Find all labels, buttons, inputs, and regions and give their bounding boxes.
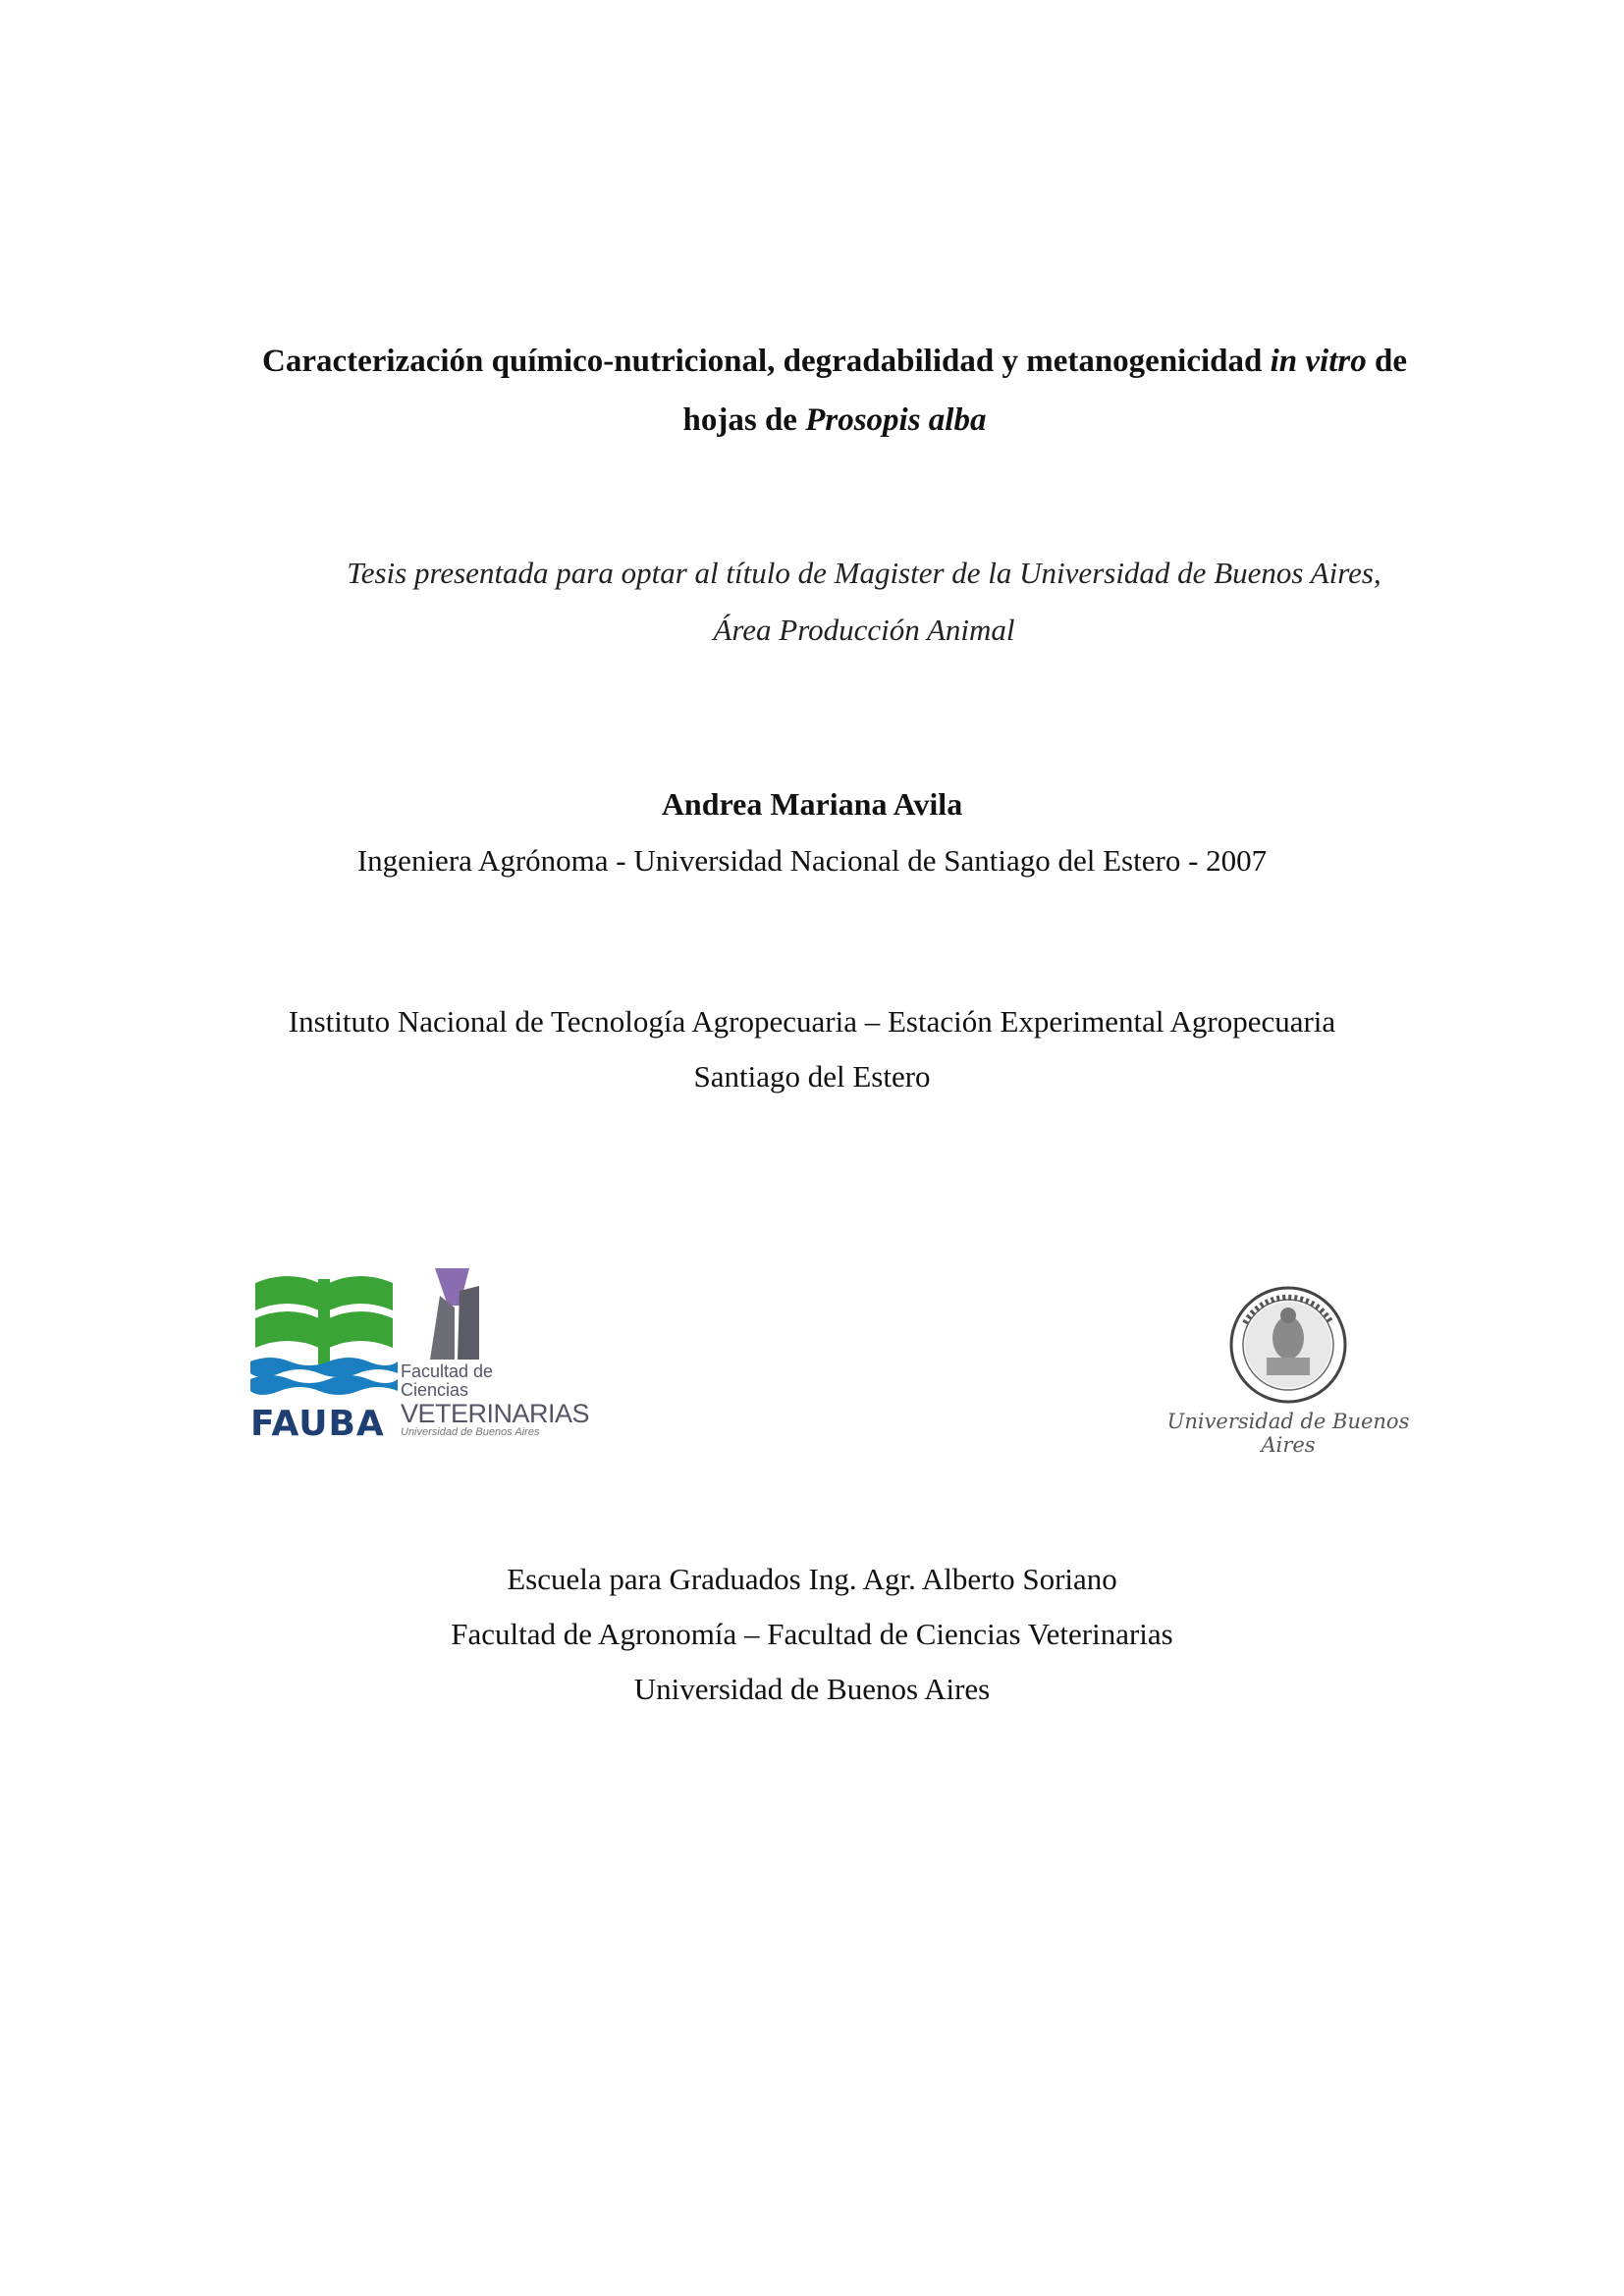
subtitle-line-1: Tesis presentada para optar al título de Magister de la Universidad de Buenos Aires, bbox=[347, 556, 1381, 590]
thesis-subtitle bbox=[314, 545, 1414, 659]
fauba-logo bbox=[250, 1271, 398, 1448]
fauba-wordmark: FAUBA bbox=[250, 1404, 385, 1444]
subtitle-line-2: Área Producción Animal bbox=[713, 613, 1015, 647]
veterinarias-emblem-icon bbox=[401, 1266, 558, 1362]
school-line-1: Escuela para Graduados Ing. Agr. Alberto Soriano bbox=[507, 1562, 1117, 1596]
title-line-2-italic: Prosopis alba bbox=[805, 402, 987, 438]
title-line-1-text: Caracterización químico-nutricional, degradabilidad y metanogenicidad bbox=[261, 344, 1271, 379]
school-line-2: Facultad de Agronomía – Facultad de Ciencias Veterinarias bbox=[451, 1617, 1173, 1651]
title-line-2-text: hojas de bbox=[682, 402, 806, 438]
vet-line-3: Universidad de Buenos Aires bbox=[401, 1426, 540, 1439]
school-info bbox=[0, 1552, 1624, 1717]
institute bbox=[0, 994, 1624, 1104]
school-line-3: Universidad de Buenos Aires bbox=[633, 1672, 991, 1706]
veterinarias-logo bbox=[401, 1266, 590, 1453]
thesis-title bbox=[236, 332, 1434, 450]
title-line-1-italic: in vitro bbox=[1270, 344, 1367, 379]
institute-line-1: Instituto Nacional de Tecnología Agropecuaria – Estación Experimental Agropecuaria bbox=[288, 1004, 1336, 1039]
uba-script-wordmark: Universidad de Buenos Aires bbox=[1166, 1410, 1410, 1457]
institute-line-2: Santiago del Estero bbox=[693, 1059, 931, 1094]
veterinarias-wordmark bbox=[401, 1362, 590, 1439]
uba-seal-icon bbox=[1161, 1284, 1416, 1407]
author-degree: Ingeniera Agrónoma - Universidad Nacional de Santiago del Estero - 2007 bbox=[356, 843, 1268, 878]
vet-line-2: VETERINARIAS bbox=[401, 1398, 590, 1428]
vet-line-1: Facultad de Ciencias bbox=[401, 1362, 494, 1400]
fauba-emblem-icon bbox=[250, 1271, 398, 1404]
uba-logo bbox=[1161, 1284, 1416, 1457]
author-name: Andrea Mariana Avila bbox=[661, 786, 963, 822]
title-line-2 bbox=[236, 391, 1434, 450]
title-line-1 bbox=[236, 332, 1434, 391]
title-line-1-suffix: de bbox=[1366, 344, 1407, 379]
